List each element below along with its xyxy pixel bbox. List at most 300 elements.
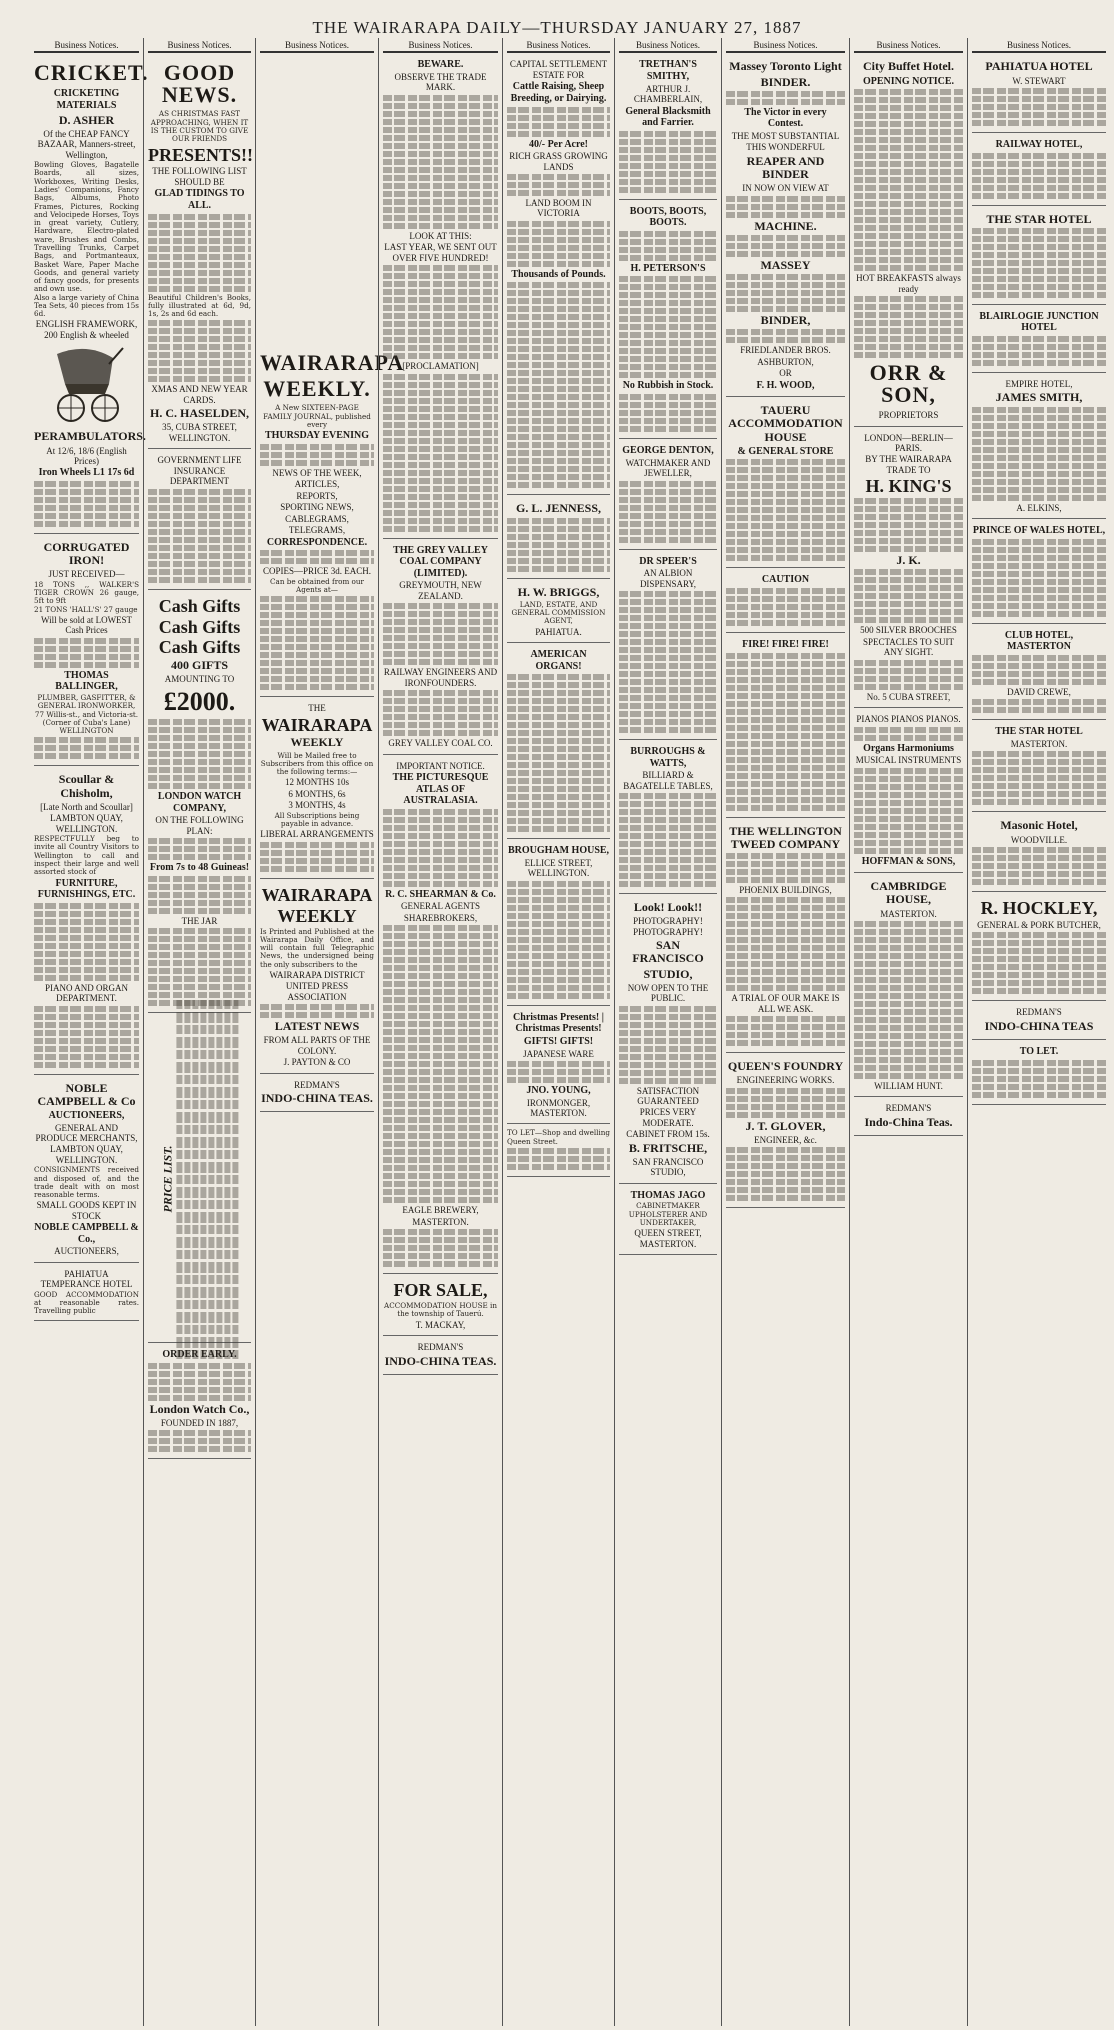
ad-line: AN ALBION DISPENSARY, bbox=[639, 568, 697, 589]
ad-prince-of-wales-hotel bbox=[972, 522, 1106, 624]
ad-headline: GOOD NEWS. bbox=[161, 60, 238, 108]
ad-pahiatua-hotel bbox=[972, 56, 1106, 133]
ad-headline: MACHINE. bbox=[754, 218, 817, 233]
ad-name: GREY VALLEY COAL CO. bbox=[388, 738, 493, 749]
ad-line: LAST YEAR, WE SENT OUT OVER FIVE HUNDRED! bbox=[384, 242, 497, 263]
ad-pahiatua-temperance bbox=[34, 1266, 139, 1321]
ad-star-hotel-masterton bbox=[972, 723, 1106, 812]
ad-headline: CRICKET. bbox=[34, 60, 149, 86]
ad-line: FOUNDED IN 1887, bbox=[160, 1417, 239, 1428]
ad-line: LAND, ESTATE, AND GENERAL COMMISSION AGENT, bbox=[511, 599, 606, 626]
ad-line: SATISFACTION GUARANTEED bbox=[636, 1085, 700, 1106]
ad-body: A New SIXTEEN-PAGE FAMILY JOURNAL, published every bbox=[263, 403, 371, 429]
ad-headline: AMERICAN ORGANS! bbox=[530, 649, 587, 672]
ad-line: GENERAL AND PRODUCE MERCHANTS, bbox=[35, 1122, 138, 1143]
ad-line: CABINETMAKER UPHOLSTERER AND UNDERTAKER, bbox=[628, 1201, 708, 1227]
ad-line: AUCTIONEERS, bbox=[54, 1246, 119, 1257]
ad-line: ENGLISH FRAMEWORK, 200 English & wheeled bbox=[35, 319, 138, 340]
illegible-text bbox=[972, 153, 1106, 199]
ad-hockley-butcher bbox=[972, 895, 1106, 1001]
ad-thomas-jago bbox=[619, 1187, 717, 1255]
ad-name: BURROUGHS & WATTS, bbox=[630, 746, 706, 769]
column-8 bbox=[849, 38, 967, 2026]
ad-headline: WAIRARAPA bbox=[261, 884, 373, 905]
ad-headline: WEEKLY. bbox=[263, 376, 371, 402]
ad-line: THE JAR bbox=[181, 915, 218, 926]
ad-body: Will be Mailed free to Subscribers from this office on the following terms:— bbox=[260, 750, 374, 777]
ad-line: BILLIARD & BAGATELLE TABLES, bbox=[623, 770, 713, 791]
ad-line: XMAS AND NEW YEAR CARDS. bbox=[151, 384, 248, 405]
ad-headline: PAHIATUA HOTEL bbox=[985, 59, 1093, 74]
ad-name: H. KING'S bbox=[865, 476, 952, 497]
section-label: Business Notices. bbox=[34, 40, 139, 53]
ad-line: At 12/6, 18/6 (English Prices) bbox=[46, 445, 127, 466]
ad-line: No. 5 CUBA STREET, bbox=[866, 691, 951, 702]
illegible-text bbox=[972, 407, 1106, 501]
illegible-text bbox=[972, 751, 1106, 805]
ad-headline: Christmas Presents! | Christmas Presents! bbox=[513, 1011, 604, 1035]
ad-headline: BEWARE. bbox=[417, 59, 464, 71]
ad-line: MASTERTON. bbox=[412, 1216, 469, 1227]
ad-line: NOW OPEN TO THE PUBLIC. bbox=[627, 982, 709, 1004]
ad-scoullar bbox=[34, 769, 139, 1074]
column-6 bbox=[614, 38, 721, 2026]
ad-body: CONSIGNMENTS received and disposed of, and the trade dealt with on most reasonable terms. bbox=[34, 1165, 139, 1200]
ad-american-organs bbox=[507, 646, 610, 839]
illegible-text bbox=[260, 550, 374, 564]
illegible-text bbox=[972, 88, 1106, 126]
ad-line: PHOENIX BUILDINGS, bbox=[739, 884, 832, 895]
ad-line: RAILWAY ENGINEERS AND IRONFOUNDERS. bbox=[383, 667, 498, 688]
illegible-text bbox=[726, 235, 845, 257]
illegible-text bbox=[854, 660, 963, 690]
illegible-text bbox=[619, 131, 717, 193]
illegible-text bbox=[972, 699, 1106, 713]
ad-amount: £2000. bbox=[163, 686, 236, 716]
illegible-text bbox=[34, 737, 139, 759]
ad-line: THE bbox=[308, 703, 326, 714]
illegible-text bbox=[854, 768, 963, 854]
ad-line: SHAREBROKERS, bbox=[403, 912, 478, 923]
ad-headline: SAN FRANCISCO bbox=[632, 938, 704, 966]
column-1 bbox=[30, 38, 149, 2026]
ad-headline: Cash Gifts bbox=[158, 637, 241, 658]
ad-line: 6 MONTHS, 6s bbox=[288, 788, 346, 799]
ad-headline: City Buffet Hotel. bbox=[863, 59, 954, 74]
ad-name: WILLIAM HUNT. bbox=[874, 1080, 943, 1091]
illegible-text bbox=[383, 374, 498, 532]
ad-headline: Masonic Hotel, bbox=[1000, 818, 1078, 833]
illegible-text bbox=[260, 842, 374, 872]
ad-dr-speers bbox=[619, 553, 717, 740]
section-label: Business Notices. bbox=[972, 40, 1106, 53]
ad-line: CABINET FROM 15s. bbox=[626, 1129, 710, 1140]
illegible-text bbox=[383, 925, 498, 1203]
ad-name: BROUGHAM HOUSE, bbox=[507, 845, 610, 857]
ad-redmans-teas bbox=[972, 1004, 1106, 1040]
ad-line: 21 TONS 'HALL'S' 27 gauge bbox=[34, 604, 138, 614]
illegible-text bbox=[726, 1147, 845, 1201]
ad-headline: CLUB HOTEL, MASTERTON bbox=[1004, 629, 1074, 653]
ad-line: ELLICE STREET, WELLINGTON. bbox=[524, 857, 593, 879]
illegible-text bbox=[619, 231, 717, 261]
ad-name: JNO. YOUNG, bbox=[526, 1084, 591, 1096]
ad-headline: INDO-CHINA TEAS bbox=[984, 1018, 1094, 1033]
illegible-text bbox=[507, 282, 610, 488]
ad-line: LONDON—BERLIN—PARIS. bbox=[864, 432, 953, 453]
ad-line: UNITED PRESS ASSOCIATION bbox=[285, 981, 349, 1002]
ad-headline: THE WELLINGTON TWEED COMPANY bbox=[729, 823, 842, 851]
ad-boots bbox=[619, 203, 717, 439]
ad-line: FURNITURE, FURNISHINGS, ETC. bbox=[37, 877, 136, 901]
ad-line: FROM ALL PARTS OF THE COLONY. bbox=[263, 1035, 371, 1056]
ad-body: AS CHRISTMAS FAST APPROACHING, WHEN IT IS THE CUSTOM TO GIVE OUR FRIENDS bbox=[150, 109, 249, 144]
ad-line: LAND BOOM IN VICTORIA bbox=[525, 197, 592, 219]
illegible-text bbox=[726, 91, 845, 105]
ad-headline: PRINCE OF WALES HOTEL, bbox=[972, 525, 1106, 537]
section-label: Business Notices. bbox=[260, 40, 374, 53]
illegible-text bbox=[972, 1060, 1106, 1098]
ad-government-insurance bbox=[148, 452, 251, 589]
ad-headline: Look! Look!! bbox=[633, 900, 703, 915]
illegible-text bbox=[507, 1148, 610, 1170]
ad-line: OPENING NOTICE. bbox=[862, 75, 955, 87]
illegible-text bbox=[726, 897, 845, 991]
ad-noble-campbell bbox=[34, 1078, 139, 1263]
ad-line: LOOK AT THIS: bbox=[409, 230, 472, 241]
ad-headline: IMPORTANT NOTICE. bbox=[396, 760, 485, 771]
ad-smithy bbox=[619, 56, 717, 199]
newspaper-columns bbox=[30, 38, 1110, 2026]
ad-line: J. K. bbox=[896, 553, 921, 568]
ad-cash-gifts bbox=[148, 593, 251, 1013]
ad-line: 18 TONS ,, WALKER'S TIGER CROWN 26 gauge, 5ft to 9ft bbox=[34, 579, 139, 606]
illegible-text bbox=[34, 481, 139, 527]
ad-club-hotel bbox=[972, 627, 1106, 721]
ad-line: ENGINEER, &c. bbox=[754, 1135, 817, 1145]
ad-name: ORR & SON, bbox=[869, 360, 948, 408]
ad-name: A. ELKINS, bbox=[1016, 502, 1062, 513]
ad-name: LONDON WATCH COMPANY, bbox=[157, 790, 242, 814]
ad-line: THE FOLLOWING LIST SHOULD BE bbox=[152, 166, 247, 187]
ad-line: A TRIAL OF OUR MAKE IS ALL WE ASK. bbox=[731, 993, 840, 1014]
ad-line: Of the CHEAP FANCY BAZAAR, Manners-street, Wellington, bbox=[37, 128, 136, 160]
ad-name: EAGLE BREWERY, bbox=[402, 1205, 479, 1216]
illegible-text bbox=[148, 214, 251, 292]
ad-headline: THE GREY VALLEY COAL COMPANY (LIMITED). bbox=[393, 544, 488, 579]
price-list-rotated bbox=[159, 999, 240, 1359]
illegible-text bbox=[148, 719, 251, 789]
ad-headline: BINDER. bbox=[760, 74, 811, 89]
ad-line: Iron Wheels L1 17s 6d bbox=[38, 467, 135, 479]
ad-redmans-teas bbox=[854, 1100, 963, 1136]
ad-name: Scoullar & Chisholm, bbox=[58, 772, 115, 800]
ad-body: Also a large variety of China Tea Sets, 40 pieces from 15s 6d. bbox=[34, 292, 139, 319]
ad-headline: FIRE! FIRE! FIRE! bbox=[742, 638, 829, 650]
ad-name: ARTHUR J. CHAMBERLAIN, bbox=[633, 83, 703, 105]
ad-body: GOOD ACCOMMODATION at reasonable rates. Travelling public bbox=[34, 1289, 139, 1316]
ad-queens-foundry bbox=[726, 1056, 845, 1208]
ad-name: B. FRITSCHE, bbox=[628, 1140, 708, 1155]
ad-massey-binder bbox=[726, 56, 845, 397]
ad-line: QUEEN STREET, MASTERTON. bbox=[634, 1228, 702, 1249]
ad-body: RESPECTFULLY beg to invite all Country Visitors to Wellington to call and inspect their large and well assorted stock of bbox=[34, 834, 139, 877]
ad-line: CAPITAL SETTLEMENT ESTATE FOR bbox=[509, 59, 608, 80]
ad-body: Bowling Gloves, Bagatelle Boards, all sizes, Workboxes, Writing Desks, Ladies' Companions, Fancy Bags, Albums, Photo Frames, Pictures, Rocking and Velocipede Horses, Toys in great variety, Cutlery, Hardware, Electro-plated ware, Brushes and Combs, Travelling Trunks, Carpet Bags, and Portmanteaux, Basket Ware, Paper Mache Goods, and general variety of fancy goods, for presents and own use. bbox=[34, 160, 139, 294]
illegible-text bbox=[148, 838, 251, 860]
ad-headline: FOR SALE, bbox=[393, 1280, 488, 1301]
ad-name: DR SPEER'S bbox=[639, 555, 697, 567]
ad-line: WAIRARAPA DISTRICT bbox=[269, 969, 365, 980]
illegible-text bbox=[854, 296, 963, 358]
ad-caution bbox=[726, 571, 845, 633]
ad-line: MASTERTON. bbox=[1010, 738, 1068, 749]
ad-headline: WAIRARAPA bbox=[261, 714, 373, 735]
ad-tweed-company bbox=[726, 821, 845, 1054]
ad-line: OR bbox=[779, 368, 792, 379]
ad-masonic-hotel bbox=[972, 815, 1106, 892]
ad-name: THOMAS JAGO bbox=[630, 1189, 706, 1201]
ad-line: OBSERVE THE TRADE MARK. bbox=[394, 72, 487, 93]
illegible-text bbox=[726, 329, 845, 343]
ad-line: CORRESPONDENCE. bbox=[266, 536, 368, 548]
section-label: Business Notices. bbox=[507, 40, 610, 53]
ad-headline: REAPER AND BINDER bbox=[746, 153, 825, 182]
illegible-text bbox=[148, 489, 251, 583]
ad-name: G. L. JENNESS, bbox=[515, 501, 602, 516]
illegible-text bbox=[726, 274, 845, 312]
illegible-text bbox=[726, 588, 845, 626]
illegible-text bbox=[619, 793, 717, 887]
ad-line: No Rubbish in Stock. bbox=[622, 380, 714, 392]
ad-line: ENGINEERING WORKS. bbox=[736, 1075, 835, 1086]
illegible-text bbox=[619, 591, 717, 733]
ad-line: [Late North and Scoullar] bbox=[40, 801, 133, 812]
illegible-text bbox=[34, 1006, 139, 1068]
illegible-text bbox=[507, 518, 610, 572]
illegible-text bbox=[726, 653, 845, 811]
ad-headline: BINDER, bbox=[760, 313, 811, 328]
ad-line: THIS WONDERFUL bbox=[746, 142, 825, 153]
ad-line: 12 MONTHS 10s bbox=[284, 777, 349, 788]
illegible-text bbox=[507, 221, 610, 267]
ad-line: LAMBTON QUAY, WELLINGTON. bbox=[50, 1144, 123, 1165]
ad-line: REPORTS, bbox=[296, 490, 338, 501]
ad-line: ARTICLES, bbox=[294, 479, 340, 490]
blank-space bbox=[260, 56, 374, 346]
ad-name: J. PAYTON & CO bbox=[283, 1057, 351, 1068]
ad-king-jeweller bbox=[854, 430, 963, 709]
ad-line: From 7s to 48 Guineas! bbox=[149, 861, 250, 873]
ad-name: HOFFMAN & SONS, bbox=[861, 855, 956, 867]
ad-line: LAMBTON QUAY, WELLINGTON. bbox=[50, 813, 123, 834]
ad-name: R. C. SHEARMAN & Co. bbox=[385, 888, 496, 900]
ad-line: LIBERAL ARRANGEMENTS bbox=[260, 829, 374, 840]
ad-line: REDMAN'S bbox=[885, 1103, 932, 1114]
ad-headline: TRETHAN'S SMITHY, bbox=[639, 59, 697, 83]
ad-headline: BOOTS, BOOTS, BOOTS. bbox=[629, 205, 707, 229]
ad-headline: CAMBRIDGE HOUSE, bbox=[870, 879, 947, 907]
ad-line: 3 MONTHS, 4s bbox=[288, 800, 346, 811]
ad-line: THURSDAY EVENING bbox=[264, 430, 369, 442]
ad-line: PROPRIETORS bbox=[878, 410, 939, 421]
ad-line: Organs Harmoniums bbox=[863, 742, 954, 754]
ad-headline: TO LET. bbox=[1019, 1045, 1059, 1057]
illegible-text bbox=[726, 459, 845, 561]
ad-city-buffet bbox=[854, 56, 963, 426]
ad-redmans-teas bbox=[383, 1339, 498, 1375]
ad-name: H. PETERSON'S bbox=[630, 262, 706, 274]
ad-line: PHOTOGRAPHY! PHOTOGRAPHY! bbox=[633, 916, 703, 937]
illegible-text bbox=[260, 1004, 374, 1018]
ad-headline: PERAMBULATORS. bbox=[34, 429, 146, 444]
illegible-text bbox=[383, 690, 498, 736]
ad-line: GREYMOUTH, NEW ZEALAND. bbox=[399, 580, 482, 601]
ad-body: Is Printed and Published at the Wairarapa Daily Office, and will contain full Telegraphic News, the undersigned being the only subscribers to the bbox=[260, 926, 374, 969]
ad-headline: ORDER EARLY. bbox=[162, 1349, 237, 1360]
illegible-text bbox=[507, 174, 610, 196]
ad-name: THOMAS BALLINGER, bbox=[55, 669, 118, 693]
illegible-text bbox=[148, 1363, 251, 1401]
ad-line: REDMAN'S bbox=[417, 1342, 464, 1353]
illegible-text bbox=[854, 498, 963, 552]
ad-name: GEORGE DENTON, bbox=[622, 445, 714, 457]
illegible-text bbox=[972, 539, 1106, 617]
ad-grey-valley-coal bbox=[383, 542, 498, 755]
ad-headline: PRESENTS!! bbox=[148, 144, 254, 165]
illegible-text bbox=[726, 196, 845, 218]
ad-name: H. W. BRIGGS, bbox=[517, 584, 600, 599]
ad-line: SPORTING NEWS, bbox=[280, 502, 354, 513]
ad-line: GLAD TIDINGS TO ALL. bbox=[154, 188, 245, 211]
ad-line: The Victor in every Contest. bbox=[744, 106, 827, 130]
ad-brougham-house bbox=[507, 842, 610, 1005]
illegible-text bbox=[726, 853, 845, 883]
ad-empire-hotel bbox=[972, 376, 1106, 519]
ad-pianos bbox=[854, 711, 963, 873]
ad-headline: LATEST NEWS bbox=[274, 1019, 360, 1034]
ad-line: REDMAN'S bbox=[294, 1079, 340, 1090]
illegible-text bbox=[383, 603, 498, 665]
ad-headline: INDO-CHINA TEAS. bbox=[384, 1353, 497, 1368]
ad-beware bbox=[383, 56, 498, 538]
ad-headline: Cash Gifts bbox=[158, 595, 241, 616]
ad-headline: THE STAR HOTEL bbox=[995, 726, 1083, 738]
ad-line: IRONMONGER, MASTERTON. bbox=[526, 1097, 591, 1118]
ad-denton bbox=[619, 442, 717, 549]
section-label: Business Notices. bbox=[383, 40, 498, 53]
ad-line: Will be sold at LOWEST Cash Prices bbox=[40, 614, 133, 636]
ad-line: IN NOW ON VIEW AT bbox=[742, 183, 829, 194]
ad-line: 35, CUBA STREET, WELLINGTON. bbox=[162, 422, 237, 443]
ad-line: THE MOST SUBSTANTIAL bbox=[731, 131, 840, 141]
ad-line: 40/- Per Acre! bbox=[528, 138, 589, 150]
ad-to-let bbox=[972, 1043, 1106, 1105]
ad-good-news bbox=[148, 56, 254, 449]
illegible-text bbox=[383, 265, 498, 359]
ad-fire bbox=[726, 636, 845, 818]
ad-for-sale bbox=[383, 1277, 498, 1336]
ad-headline: GOVERNMENT LIFE INSURANCE DEPARTMENT bbox=[157, 455, 242, 487]
ad-line: NEWS OF THE WEEK, bbox=[272, 467, 362, 478]
illegible-text bbox=[34, 903, 139, 981]
ad-star-hotel bbox=[972, 209, 1106, 305]
ad-line: General Blacksmith and Farrier. bbox=[625, 105, 711, 129]
column-3 bbox=[255, 38, 405, 2026]
ad-headline: BLAIRLOGIE JUNCTION HOTEL bbox=[979, 310, 1099, 334]
illegible-text bbox=[972, 336, 1106, 366]
ad-body: Beautiful Children's Books, fully illustrated at 6d, 9d, 1s, 2s and 6d each. bbox=[148, 292, 251, 319]
ad-headline: INDO-CHINA TEAS. bbox=[261, 1091, 373, 1106]
ad-line: MUSICAL INSTRUMENTS bbox=[855, 755, 962, 766]
illegible-text bbox=[148, 876, 251, 914]
illegible-text bbox=[176, 999, 238, 1359]
ad-headline: Indo-China Teas. bbox=[864, 1114, 953, 1129]
ad-name: JAMES SMITH, bbox=[995, 390, 1083, 405]
ad-headline: CAUTION bbox=[761, 574, 810, 586]
column-5 bbox=[502, 38, 614, 2026]
column-2 bbox=[143, 38, 255, 2026]
ad-blairlogie-hotel bbox=[972, 308, 1106, 373]
column-9 bbox=[967, 38, 1110, 2026]
ad-line: BY THE WAIRARAPA TRADE TO bbox=[865, 454, 952, 475]
ad-line: HOT BREAKFASTS always ready bbox=[856, 273, 961, 294]
ad-cambridge-house bbox=[854, 876, 963, 1097]
ad-body: TO LET—Shop and dwelling Queen Street. bbox=[507, 1128, 610, 1146]
ad-to-let bbox=[507, 1127, 610, 1177]
ad-line: SPECTACLES TO SUIT ANY SIGHT. bbox=[863, 636, 954, 658]
illegible-text bbox=[507, 881, 610, 999]
illegible-text bbox=[34, 638, 139, 668]
ad-line: AMOUNTING TO bbox=[164, 674, 235, 685]
ad-line: CABLEGRAMS, bbox=[285, 513, 349, 524]
ad-line: JUST RECEIVED— bbox=[48, 569, 125, 580]
ad-line: ON THE FOLLOWING PLAN: bbox=[155, 815, 244, 836]
ad-line: Thousands of Pounds. bbox=[511, 268, 606, 280]
ad-name: NOBLE CAMPBELL & Co., bbox=[34, 1222, 139, 1245]
illegible-text bbox=[148, 1430, 251, 1452]
illegible-text bbox=[972, 655, 1106, 685]
illegible-text bbox=[619, 276, 717, 378]
ad-capital-settlement bbox=[507, 56, 610, 495]
illegible-text bbox=[148, 320, 251, 382]
ad-jenness bbox=[507, 498, 610, 578]
ad-headline: PAHIATUA TEMPERANCE HOTEL bbox=[40, 1268, 133, 1290]
ad-line: AUCTIONEERS, bbox=[48, 1109, 125, 1121]
ad-line: ASHBURTON, bbox=[757, 356, 814, 367]
ad-line: GENERAL & PORK BUTCHER, bbox=[977, 919, 1101, 930]
illegible-text bbox=[619, 481, 717, 543]
ad-headline: WAIRARAPA bbox=[260, 350, 405, 376]
illegible-text bbox=[854, 89, 963, 271]
ad-line: WATCHMAKER AND JEWELLER, bbox=[625, 457, 711, 479]
illegible-text bbox=[726, 1016, 845, 1046]
ad-line: COPIES—PRICE 3d. EACH. bbox=[262, 566, 371, 577]
ad-name: FRIEDLANDER BROS. bbox=[740, 345, 831, 356]
ad-headline: Cattle Raising, Sheep Breeding, or Dairying. bbox=[510, 81, 607, 104]
ad-corrugated-iron bbox=[34, 537, 139, 766]
column-7 bbox=[721, 38, 849, 2026]
illegible-text bbox=[507, 1061, 610, 1083]
section-label: Business Notices. bbox=[148, 40, 251, 53]
illegible-text bbox=[972, 228, 1106, 298]
ad-wairarapa-weekly bbox=[260, 346, 405, 697]
ad-name: R. HOCKLEY, bbox=[980, 897, 1098, 918]
ad-line: THE PICTURESQUE ATLAS OF AUSTRALASIA. bbox=[392, 772, 489, 807]
ad-san-francisco-studio bbox=[619, 897, 717, 1184]
illegible-text bbox=[148, 928, 251, 1006]
section-label: Business Notices. bbox=[854, 40, 963, 53]
